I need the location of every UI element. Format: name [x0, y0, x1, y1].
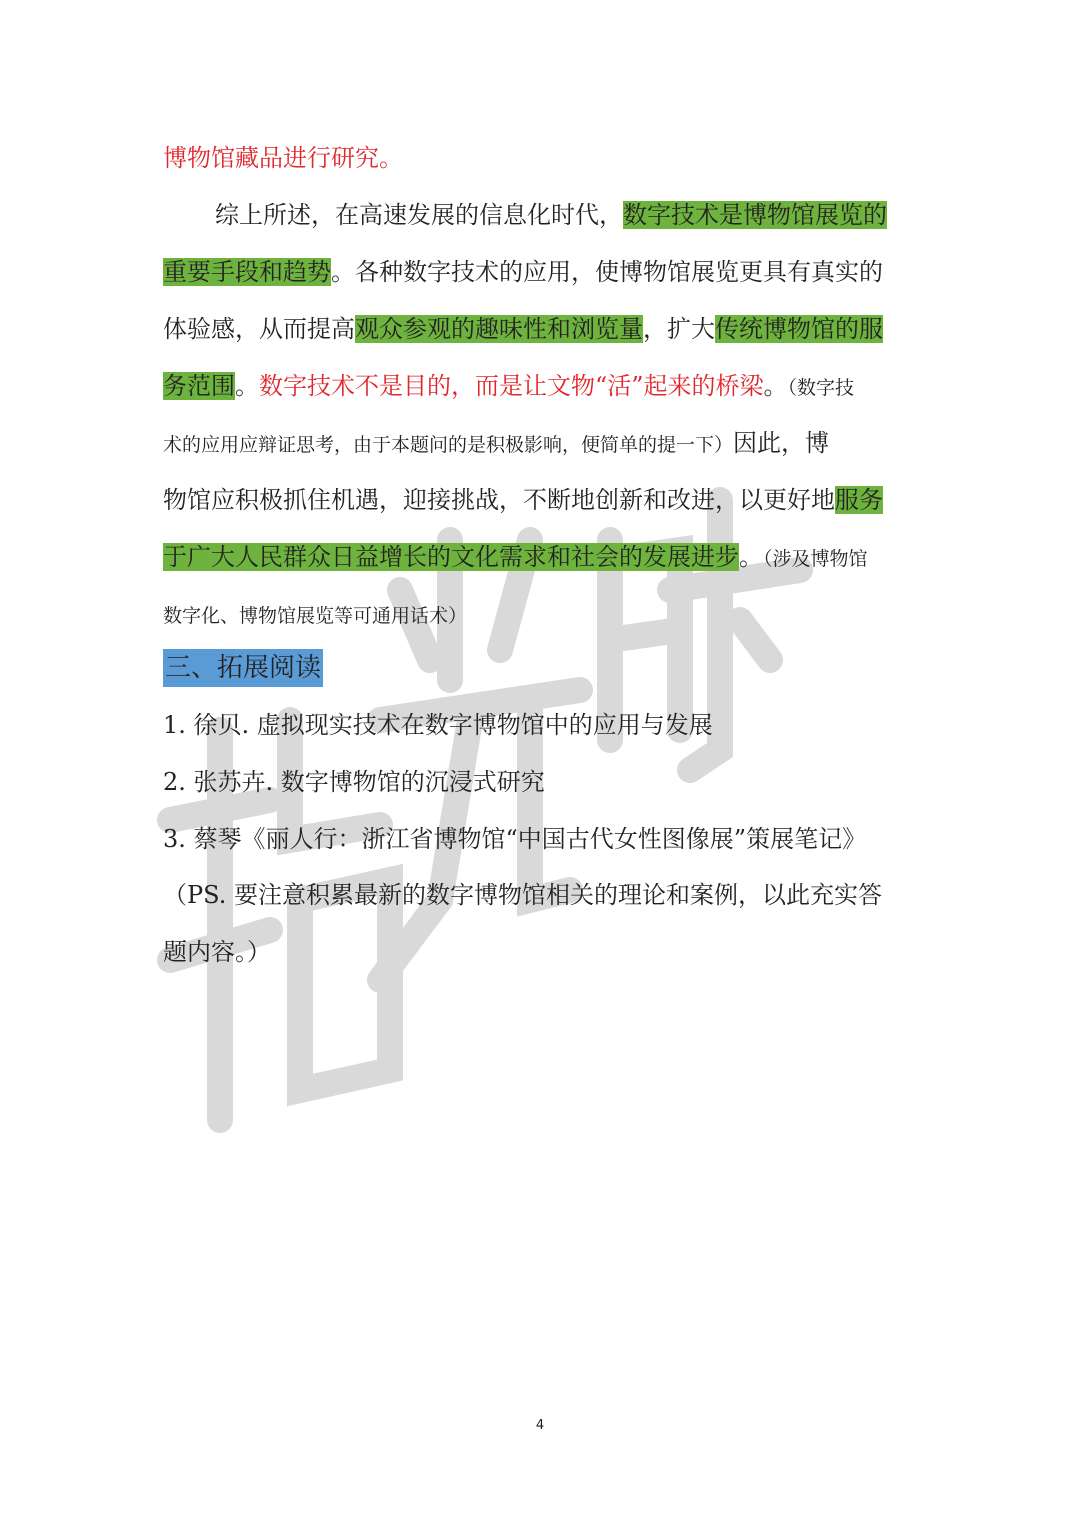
text-segment: 因此，博: [733, 429, 830, 457]
highlighted-text: 务范围: [163, 372, 235, 400]
highlighted-text: 于广大人民群众日益增长的文化需求和社会的发展进步: [163, 543, 739, 571]
highlighted-text: 观众参观的趣味性和浏览量: [355, 315, 643, 343]
text-line-9: [163, 597, 923, 633]
red-sentence: 数字技术不是目的，而是让文物“活”起来的桥梁: [259, 372, 764, 400]
text-line-2: [215, 198, 923, 232]
text-line-4: [163, 312, 923, 346]
text-segment: 体验感，从而提高: [163, 315, 355, 343]
highlighted-text: 数字技术是博物馆展览的: [623, 201, 887, 229]
text-line-6: [163, 426, 923, 462]
reference-item-3: 3. 蔡琴《丽人行：浙江省博物馆“中国古代女性图像展”策展笔记》: [163, 825, 867, 853]
note-line-2: 题内容。）: [163, 938, 271, 966]
page-number: 4: [535, 1418, 545, 1433]
note-line-1: （PS. 要注意积累最新的数字博物馆相关的理论和案例，以此充实答: [163, 881, 882, 909]
text-segment: 。: [739, 543, 763, 571]
red-sentence: 博物馆藏品进行研究。: [163, 144, 403, 172]
text-line-8: [163, 540, 923, 576]
highlighted-text: 传统博物馆的服: [715, 315, 883, 343]
reference-item-2: 2. 张苏卉. 数字博物馆的沉浸式研究: [163, 768, 545, 796]
highlighted-text: 重要手段和趋势: [163, 258, 331, 286]
text-line-1: [163, 141, 923, 175]
small-note: 术的应用应辩证思考，由于本题问的是积极影响，便简单的提一下）: [163, 434, 734, 456]
section-heading: 三、拓展阅读: [163, 649, 323, 687]
text-segment: 。各种数字技术的应用，使博物馆展览更具有真实的: [331, 258, 883, 286]
text-segment: 综上所述，在高速发展的信息化时代，: [215, 201, 623, 229]
text-segment: ，扩大: [643, 315, 715, 343]
reference-item-1: 1. 徐贝. 虚拟现实技术在数字博物馆中的应用与发展: [163, 711, 713, 739]
text-segment: 。: [235, 372, 259, 400]
small-note: （涉及博物馆: [763, 548, 868, 570]
small-note: （数字技: [787, 377, 855, 399]
text-segment: 物馆应积极抓住机遇，迎接挑战，不断地创新和改进，以更好地: [163, 486, 835, 514]
text-line-3: [163, 255, 923, 289]
highlighted-text: 服务: [835, 486, 883, 514]
text-line-7: [163, 483, 923, 517]
text-segment: 。: [763, 372, 788, 400]
text-line-5: [163, 369, 923, 405]
small-note: 数字化、博物馆展览等可通用话术）: [163, 605, 468, 627]
